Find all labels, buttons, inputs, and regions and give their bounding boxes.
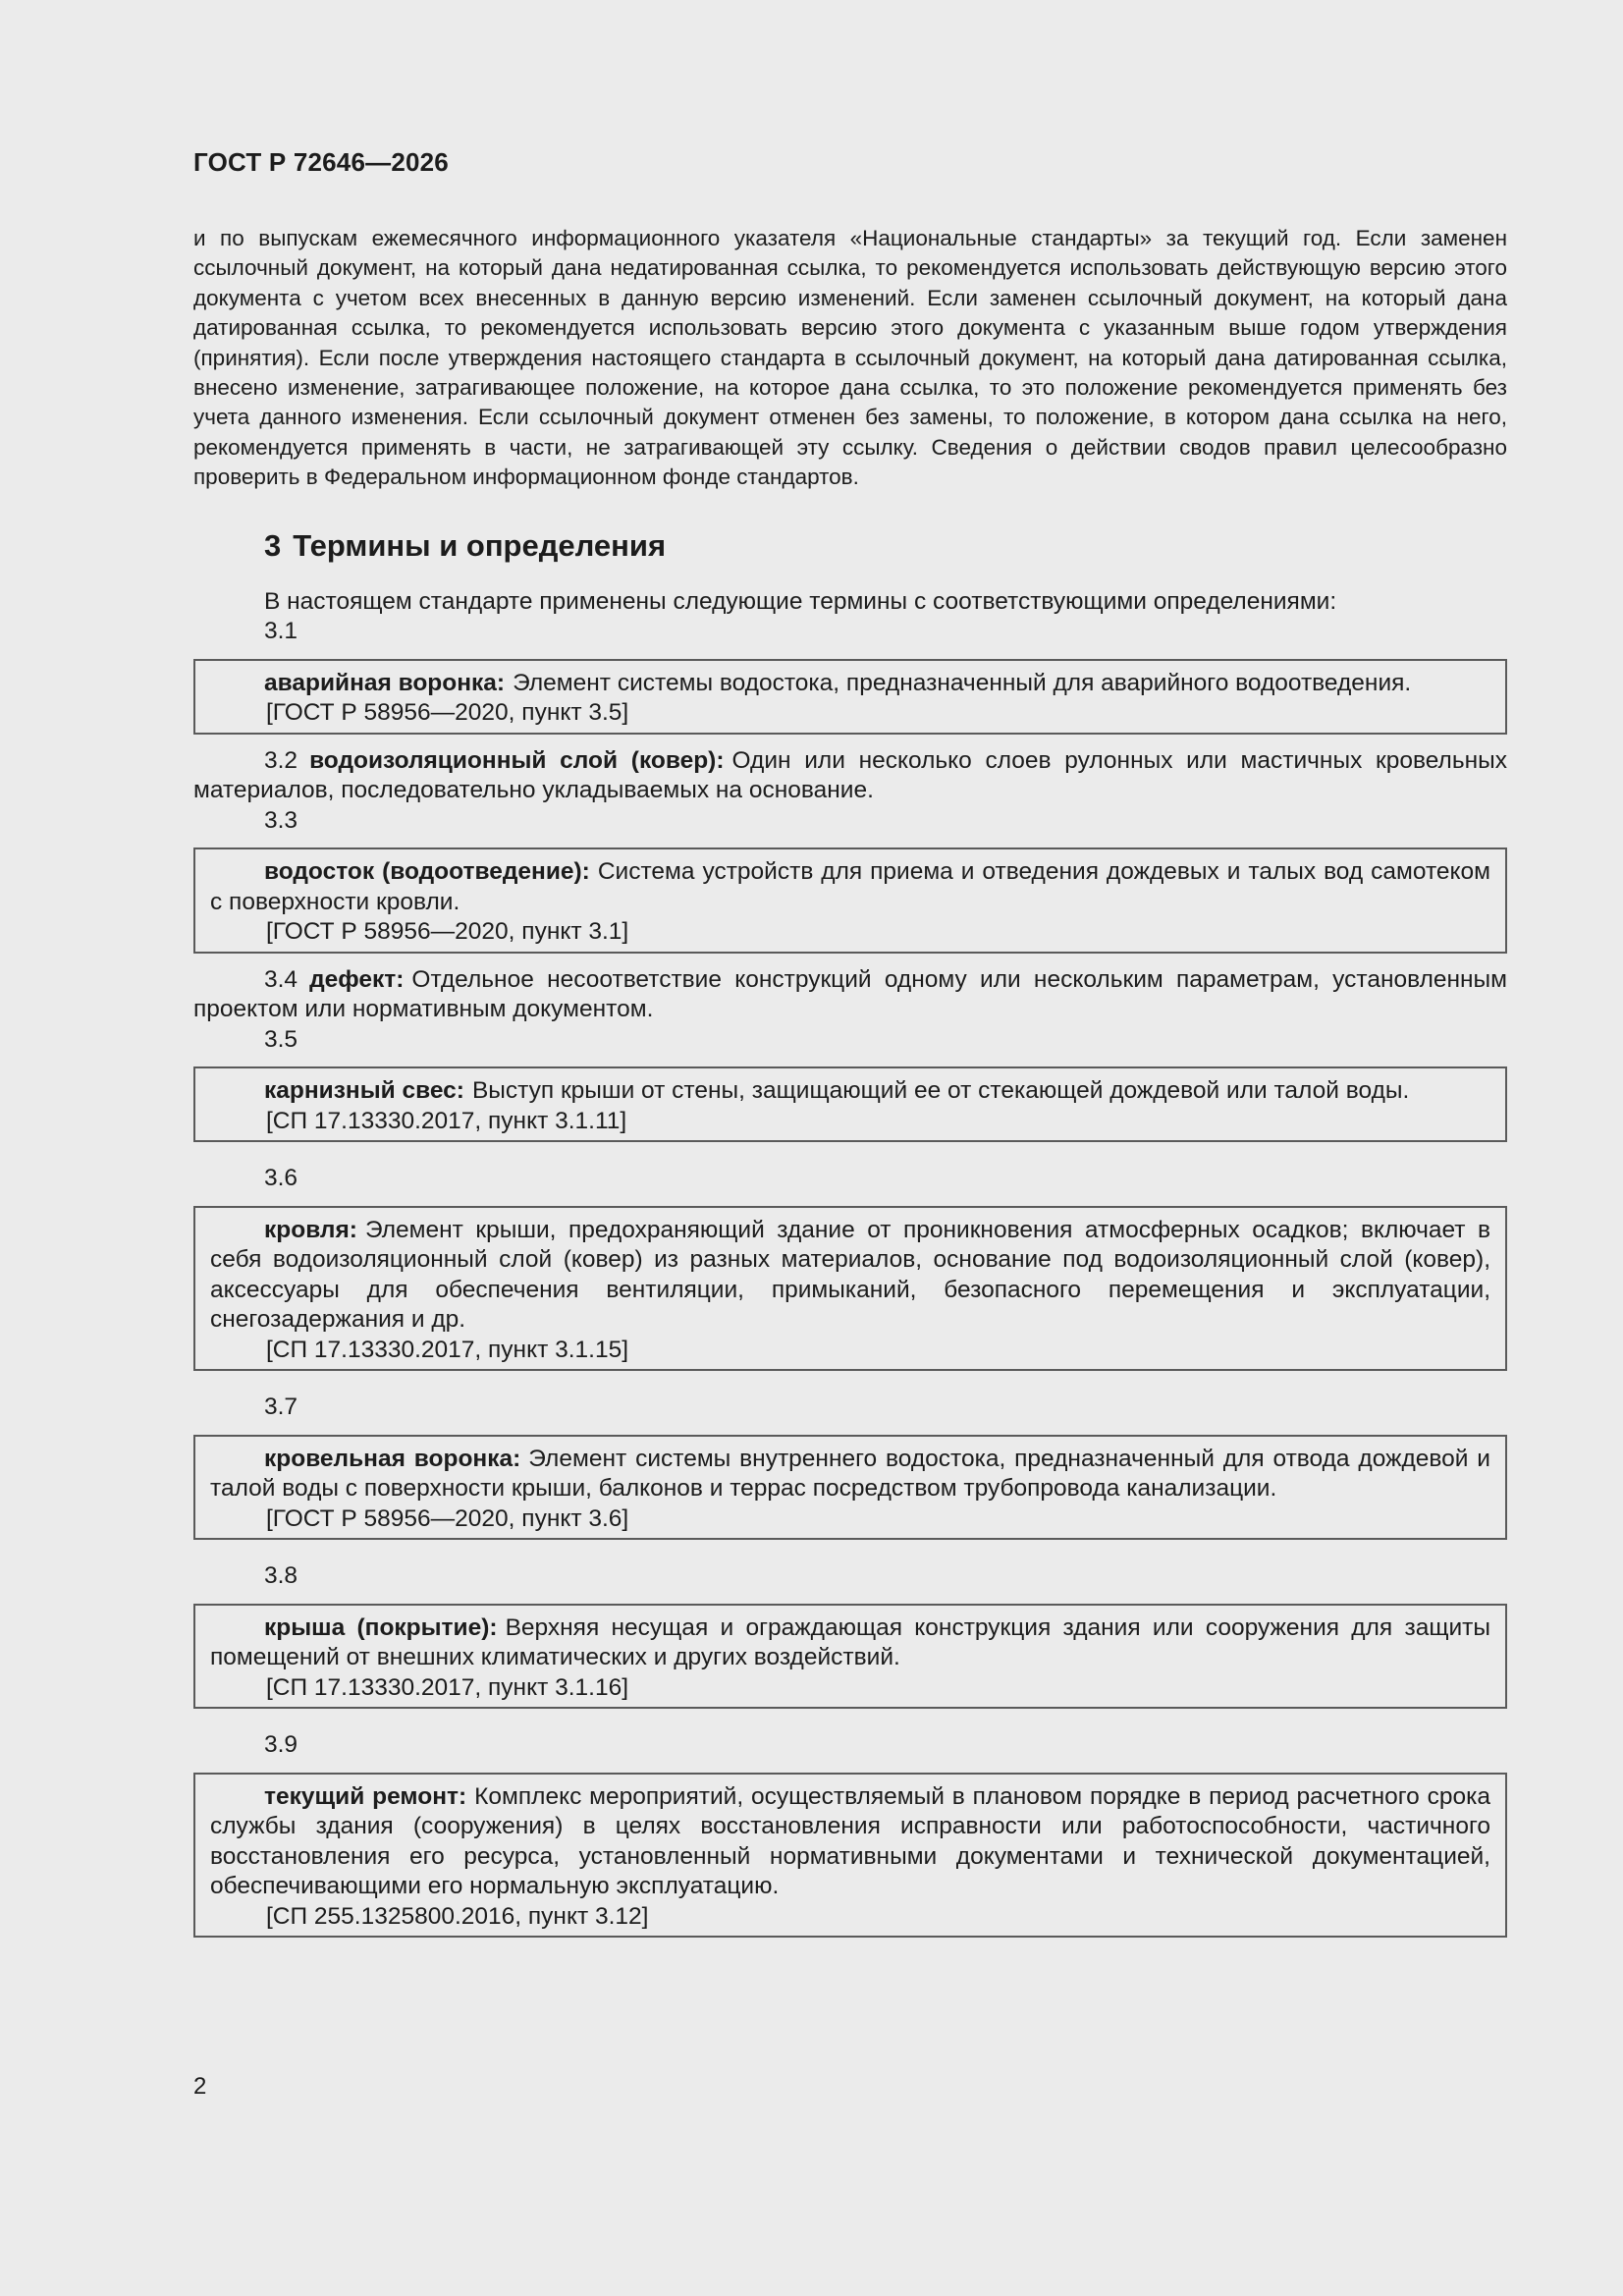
term-text: Выступ крыши от стены, защищающий ее от стекающей дождевой или талой воды. [471,1077,1410,1105]
term-definition [193,746,1507,806]
term-text: Комплекс мероприятий, осуществляемый в плановом порядке в период расчетного срока службы здания (сооружения) в целях восстановления исправности или работоспособности, частичного восстановления его ресурса, установленный нормативными документами и технической документацией, обеспечивающими его нормальную эксплуатацию. [210,1782,1490,1900]
page-number: 2 [193,2073,207,2100]
term-text: Элемент системы водостока, предназначенный для аварийного водоотведения. [513,669,1412,696]
term-number: 3.2 [264,746,298,774]
term-number: 3.6 [264,1165,298,1192]
term-name: карнизный свес: [264,1077,464,1105]
term-name: аварийная воронка: [264,669,506,696]
section-heading [264,526,1507,566]
term-text: Один или несколько слоев рулонных или мастичных кровельных материалов, последовательно укладываемых на основание. [193,746,1507,804]
term-name: крыша (покрытие): [264,1613,498,1641]
term-definition [210,1216,1490,1336]
term-definition [210,1782,1490,1902]
section-number: 3 [264,527,282,563]
term-text: Отдельное несоответствие конструкций одному или нескольким параметрам, установленным проектом или нормативным документом. [193,965,1507,1023]
term-reference: [ГОСТ Р 58956—2020, пункт 3.1] [266,918,629,946]
term-number: 3.7 [264,1394,298,1421]
term-number: 3.9 [264,1731,298,1759]
term-name: дефект: [309,965,405,993]
term-reference: [СП 17.13330.2017, пункт 3.1.15] [266,1336,629,1363]
term-box [193,1773,1507,1939]
term-box [193,1206,1507,1372]
term-box [193,1604,1507,1710]
term-number: 3.5 [264,1025,298,1053]
section-lead: В настоящем стандарте применены следующие термины с соответствующими определениями: [264,587,1337,615]
term-number: 3.3 [264,806,298,834]
term-definition [210,669,1490,699]
term-number: 3.8 [264,1562,298,1590]
term-box [193,1066,1507,1142]
term-text: Система устройств для приема и отведения дождевых и талых вод самотеком с поверхности кровли. [210,858,1490,915]
term-definition [210,1613,1490,1673]
term-reference: [ГОСТ Р 58956—2020, пункт 3.5] [266,699,629,727]
section-title: Термины и определения [293,527,667,563]
term-definition [210,1076,1490,1107]
term-name: кровельная воронка: [264,1445,521,1472]
term-text: Элемент крыши, предохраняющий здание от проникновения атмосферных осадков; включает в себя водоизоляционный слой (ковер) из разных материалов, основание под водоизоляционный слой (ковер), аксессуары для обеспечения вентиляции, примыканий, безопасного перемещения и эксплуатации, снегозадержания и др. [210,1216,1490,1334]
term-definition [210,1445,1490,1504]
term-definition [210,857,1490,917]
term-name: водосток (водоотведение): [264,858,590,886]
term-reference: [СП 17.13330.2017, пункт 3.1.11] [266,1107,627,1134]
term-reference: [ГОСТ Р 58956—2020, пункт 3.6] [266,1504,629,1532]
term-box [193,659,1507,735]
term-number: 3.1 [264,618,298,645]
term-name: водоизоляционный слой (ковер): [309,746,725,774]
page-content [193,224,1507,1949]
term-box [193,847,1507,954]
term-name: текущий ремонт: [264,1782,467,1810]
term-name: кровля: [264,1216,357,1243]
term-text: Элемент системы внутреннего водостока, предназначенный для отвода дождевой и талой воды с поверхности крыши, балконов и террас посредством трубопровода канализации. [210,1445,1490,1503]
term-definition [193,965,1507,1025]
term-text: Верхняя несущая и ограждающая конструкция здания или сооружения для защиты помещений от внешних климатических и других воздействий. [210,1613,1490,1671]
term-reference: [СП 17.13330.2017, пункт 3.1.16] [266,1673,629,1701]
intro-paragraph: и по выпускам ежемесячного информационного указателя «Национальные стандарты» за текущий год. Если заменен ссылочный документ, на который дана недатированная ссылка, то рекомендуется использовать действующую версию этого документа с учетом всех внесенных в данную версию изменений. Если заменен ссылочный документ, на который дана датированная ссылка, то рекомендуется использовать версию этого документа с указанным выше годом утверждения (принятия). Если после утверждения настоящего стандарта в ссылочный документ, на который дана датированная ссылка, внесено изменение, затрагивающее положение, на которое дана ссылка, то это положение рекомендуется применять без учета данного изменения. Если ссылочный документ отменен без замены, то положение, в котором дана ссылка на него, рекомендуется применять в части, не затрагивающей эту ссылку. Сведения о действии сводов правил целесообразно проверить в Федеральном информационном фонде стандартов. [193,226,1507,490]
term-box [193,1435,1507,1541]
term-number: 3.4 [264,965,298,993]
term-reference: [СП 255.1325800.2016, пункт 3.12] [266,1902,649,1930]
document-id-header: ГОСТ Р 72646—2026 [193,147,449,177]
